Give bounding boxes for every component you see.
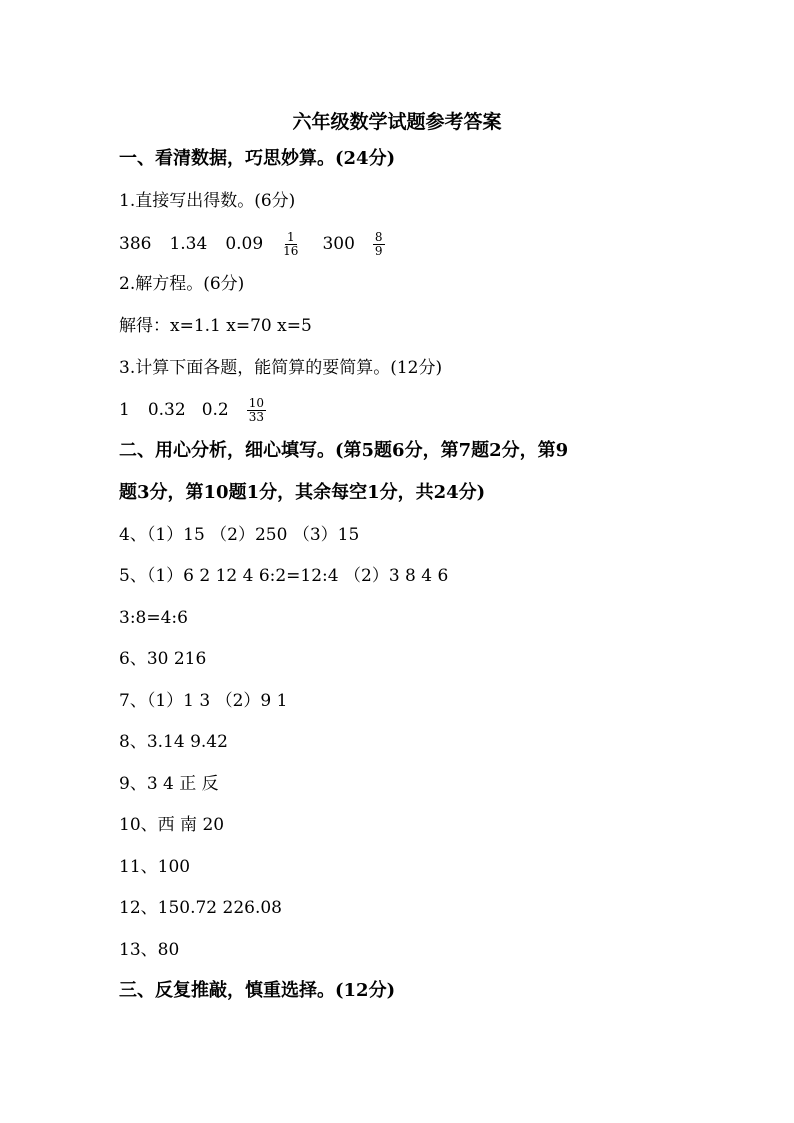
answer-10: 10、西 南 20 — [119, 815, 225, 835]
fraction-numerator: 1 — [286, 229, 295, 244]
q1-answer-4: 300 — [322, 234, 355, 254]
q3-label: 3.计算下面各题，能简算的要简算。(12分) — [119, 358, 443, 378]
q3-answer-1: 1 — [119, 400, 130, 420]
q2-answer: 解得：x=1.1 x=70 x=5 — [119, 316, 312, 336]
answer-7: 7、（1）1 3 （2）9 1 — [119, 691, 288, 711]
answer-4: 4、（1）15 （2）250 （3）15 — [119, 525, 360, 545]
q1-fraction-1 — [281, 231, 300, 258]
answer-8: 8、3.14 9.42 — [119, 732, 228, 752]
page-title: 六年级数学试题参考答案 — [292, 111, 502, 133]
q1-fraction-2 — [373, 231, 385, 258]
answer-13: 13、80 — [119, 940, 180, 960]
fraction-numerator: 10 — [248, 395, 265, 410]
q3-answer-3: 0.2 — [201, 400, 229, 420]
section2-heading-line1: 二、用心分析，细心填写。(第5题6分，第7题2分，第9 — [119, 440, 569, 461]
answer-5-continued: 3:8=4:6 — [119, 608, 188, 628]
answer-9: 9、3 4 正 反 — [119, 774, 219, 794]
section3-heading: 三、反复推敲，慎重选择。(12分) — [119, 980, 396, 1001]
fraction-denominator: 9 — [374, 243, 383, 258]
q1-answer-3: 0.09 — [225, 234, 264, 254]
q1-answer-1: 386 — [119, 234, 152, 254]
q3-answer-2: 0.32 — [147, 400, 186, 420]
answer-6: 6、30 216 — [119, 649, 207, 669]
q3-answers-row — [119, 392, 268, 428]
q1-answer-2: 1.34 — [169, 234, 208, 254]
fraction-denominator: 16 — [283, 243, 299, 258]
section1-heading: 一、看清数据，巧思妙算。(24分) — [119, 148, 396, 169]
q3-fraction — [247, 397, 266, 424]
answer-12: 12、150.72 226.08 — [119, 898, 283, 918]
fraction-denominator: 33 — [248, 409, 265, 424]
fraction-numerator: 8 — [374, 229, 383, 244]
section2-heading-line2: 题3分，第10题1分，其余每空1分，共24分) — [119, 482, 486, 503]
q1-answers-row — [119, 227, 387, 261]
answer-11: 11、100 — [119, 857, 191, 877]
q2-label: 2.解方程。(6分) — [119, 274, 245, 294]
answer-5: 5、（1）6 2 12 4 6:2=12:4 （2）3 8 4 6 — [119, 566, 449, 586]
q1-label: 1.直接写出得数。(6分) — [119, 191, 296, 211]
